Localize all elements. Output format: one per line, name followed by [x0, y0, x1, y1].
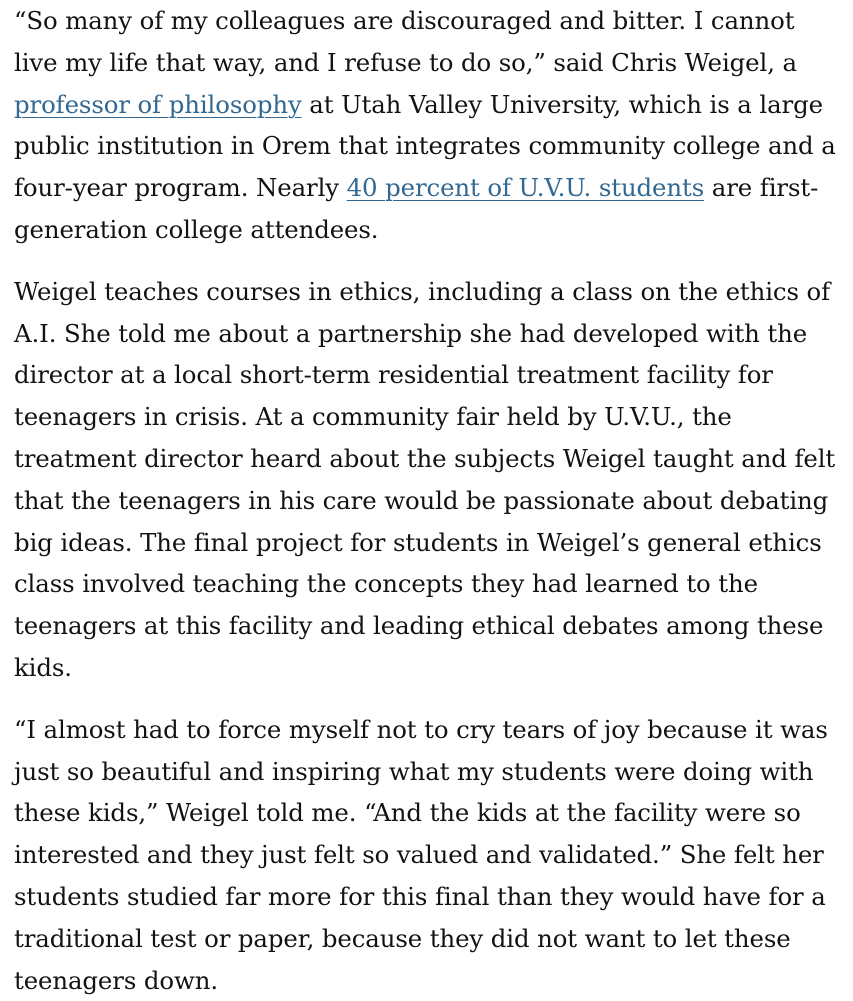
- first-generation-text: are first-generation college attendees.: [14, 173, 819, 244]
- professor-of-philosophy-link[interactable]: professor of philosophy: [14, 89, 302, 119]
- article-body: [14, 0, 844, 1001]
- paragraph-tears-of-joy-quote: [14, 709, 844, 1001]
- uvu-students-percent-link[interactable]: 40 percent of U.V.U. students: [346, 173, 705, 203]
- quote-intro-text: “So many of my colleagues are discouraged and bitter. I cannot live my life that way, and I refuse to do so,” said Chris Weigel, a: [14, 6, 797, 77]
- university-description-text: at Utah Valley University, which is a large public institution in Orem that integrates community college and a four-year program. Nearly: [14, 89, 836, 203]
- ethics-courses-text: Weigel teaches courses in ethics, including a class on the ethics of A.I. She told me about a partnership she had developed with the director at a local short-term residential treatment facility for teenagers in crisis. At a community fair held by U.V.U., the treatment director heard about the subjects Weigel taught and felt that the teenagers in his care would be passionate about debating big ideas. The final project for students in Weigel’s general ethics class involved teaching the concepts they had learned to the teenagers at this facility and leading ethical debates among these kids.: [14, 276, 836, 682]
- paragraph-ethics-courses: [14, 271, 844, 689]
- tears-of-joy-text: “I almost had to force myself not to cry tears of joy because it was just so beautiful and inspiring what my students were doing with these kids,” Weigel told me. “And the kids at the facility were so interested and they just felt so valued and validated.” She felt her students studied far more for this final than they would have for a traditional test or paper, because they did not want to let these teenagers down.: [14, 714, 828, 995]
- paragraph-colleagues-quote: [14, 0, 844, 251]
